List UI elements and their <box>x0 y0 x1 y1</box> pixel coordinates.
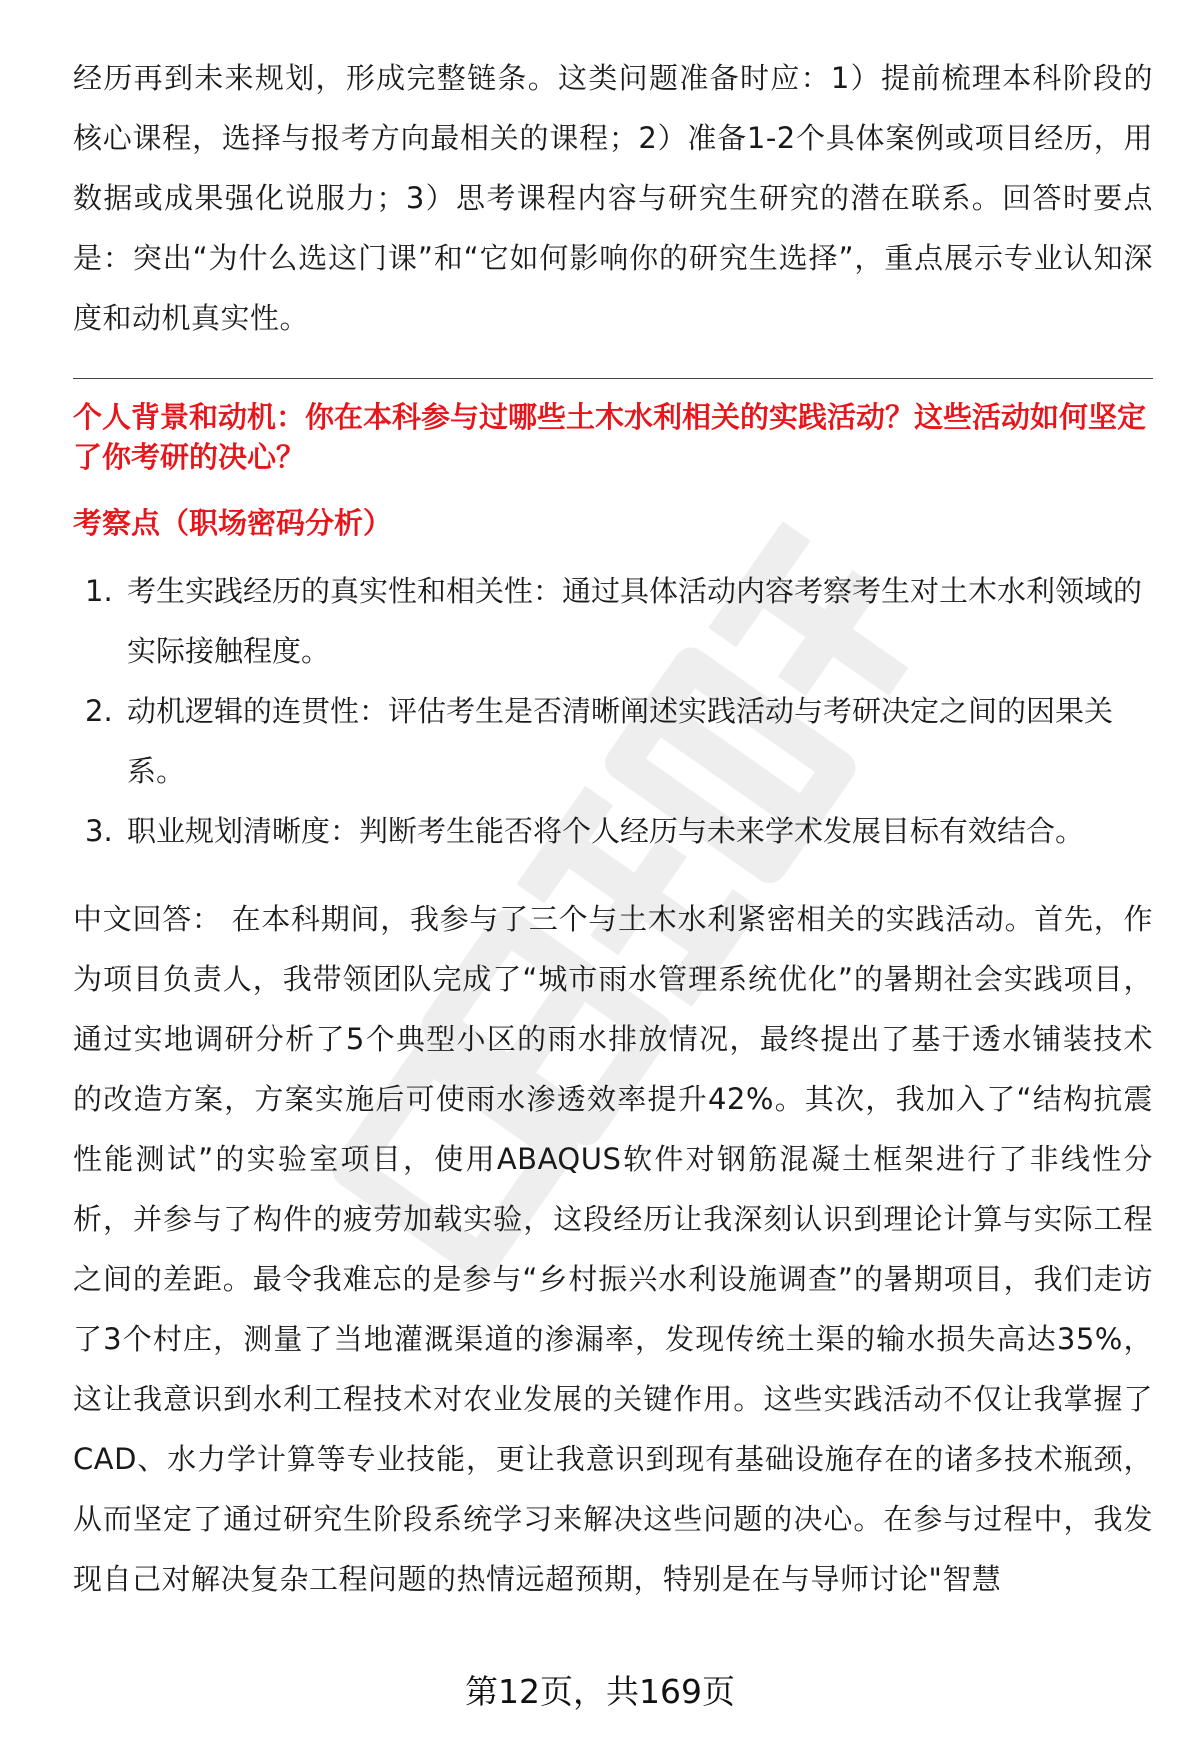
points-title: 考察点（职场密码分析） <box>73 506 393 540</box>
point-number: 2. <box>85 694 113 728</box>
point-text: 考生实践经历的真实性和相关性：通过具体活动内容考察考生对土木水利领域的实际接触程度。 <box>127 574 1143 668</box>
point-text: 动机逻辑的连贯性：评估考生是否清晰阐述实践活动与考研决定之间的因果关系。 <box>127 694 1114 788</box>
point-text: 职业规划清晰度：判断考生能否将个人经历与未来学术发展目标有效结合。 <box>127 814 1085 848</box>
answer-paragraph: 中文回答： 在本科期间，我参与了三个与土木水利紧密相关的实践活动。首先，作为项目负责人，我带领团队完成了“城市雨水管理系统优化”的暑期社会实践项目，通过实地调研分析了5个典型小区的雨水排放情况，最终提出了基于透水铺装技术的改造方案，方案实施后可使雨水渗透效率提升42%。其次，我加入了“结构抗震性能测试”的实验室项目，使用ABAQUS软件对钢筋混凝土框架进行了非线性分析，并参与了构件的疲劳加载实验，这段经历让我深刻认识到理论计算与实际工程之间的差距。最令我难忘的是参与“乡村振兴水利设施调查”的暑期项目，我们走访了3个村庄，测量了当地灌溉渠道的渗漏率，发现传统土渠的输水损失高达35%，这让我意识到水利工程技术对农业发展的关键作用。这些实践活动不仅让我掌握了CAD、水力学计算等专业技能，更让我意识到现有基础设施存在的诸多技术瓶颈，从而坚定了通过研究生阶段系统学习来解决这些问题的决心。在参与过程中，我发现自己对解决复杂工程问题的热情远超预期，特别是在与导师讨论"智慧 <box>73 902 1153 1596</box>
intro-paragraph: 经历再到未来规划，形成完整链条。这类问题准备时应：1）提前梳理本科阶段的核心课程，选择与报考方向最相关的课程；2）准备1-2个具体案例或项目经历，用数据或成果强化说服力；3）思考课程内容与研究生研究的潜在联系。回答时要点是：突出“为什么选这门课”和“它如何影响你的研究生选择”，重点展示专业认知深度和动机真实性。 <box>73 61 1153 335</box>
point-item <box>73 681 1153 801</box>
points-list <box>73 561 1153 861</box>
page-number-footer: 第12页，共169页 <box>465 1672 735 1711</box>
point-number: 1. <box>85 574 113 608</box>
question-heading: 个人背景和动机：你在本科参与过哪些土木水利相关的实践活动？这些活动如何坚定了你考研的决心？ <box>73 400 1147 474</box>
section-divider <box>73 378 1153 379</box>
point-item <box>73 801 1153 861</box>
point-item <box>73 561 1153 681</box>
content-area <box>73 48 1153 1609</box>
point-number: 3. <box>85 814 113 848</box>
